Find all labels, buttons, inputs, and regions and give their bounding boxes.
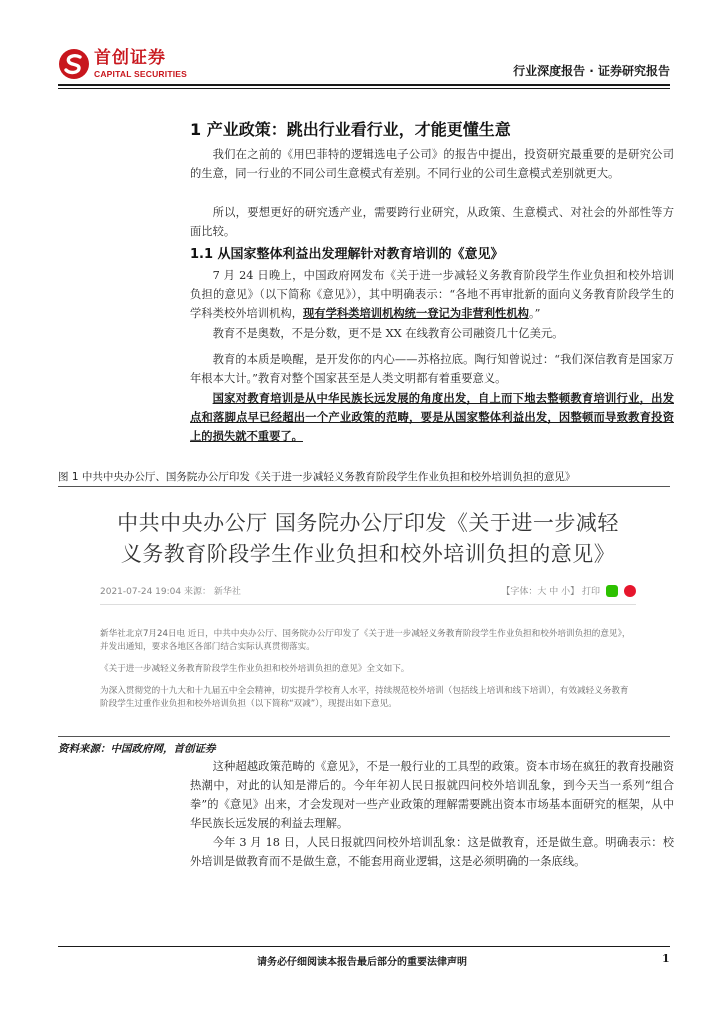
paragraph: 这种超越政策范畴的《意见》，不是一般行业的工具型的政策。资本市场在疯狂的教育投融资热潮中，对此的认知是滞后的。今年年初人民日报就四问校外培训乱象，到今天当一系列“组合拳”的《意见》出来，才会发现对一些产业政策的理解需要跳出资本市场基本面研究的框架，从中华民族长远发展的利益去理解。 (190, 760, 674, 830)
figure-article-meta (100, 584, 636, 600)
figure-meta-divider (100, 604, 636, 605)
header-divider-thin (58, 88, 670, 89)
paragraph: 今年 3 月 18 日，人民日报就四问校外培训乱象：这是做教育，还是做生意。明确表示：校外培训是做教育而不是做生意，不能套用商业逻辑，这是必须明确的一条底线。 (190, 836, 674, 868)
figure-article-body (100, 628, 636, 720)
figure-source: 资料来源：中国政府网，首创证券 (58, 743, 216, 755)
paragraph-emphasis: 国家对教育培训是从中华民族长远发展的角度出发，自上而下地去整顿教育培训行业，出发点和落脚点早已经超出一个产业政策的范畴，要是从国家整体利益出发，因整顿而导致教育投资上的损失就不重要了。 (190, 391, 674, 443)
paragraph: 所以，要想更好的研究透产业，需要跨行业研究，从政策、生意模式、对社会的外部性等方面比较。 (190, 206, 674, 238)
wechat-icon (606, 585, 618, 597)
report-type-label: 行业深度报告 · 证券研究报告 (513, 64, 670, 78)
figure-font-controls: 【字体：大 中 小】 打印 (501, 587, 600, 597)
subsection-heading: 1.1 从国家整体利益出发理解针对教育培训的《意见》 (190, 247, 504, 262)
paragraph: 我们在之前的《用巴菲特的逻辑选电子公司》的报告中提出，投资研究最重要的是研究公司的生意，同一行业的不同公司生意模式有差别。不同行业的公司生意模式差别就更大。 (190, 148, 674, 180)
paragraph: 教育的本质是唤醒，是开发你的内心——苏格拉底。陶行知曾说过：“我们深信教育是国家万年根本大计。”教育对整个国家甚至是人类文明都有着重要意义。 (190, 353, 674, 385)
figure-headline-line: 中共中央办公厅 国务院办公厅印发《关于进一步减轻 (117, 511, 619, 535)
figure-top-rule (58, 486, 670, 487)
figure-headline-line: 义务教育阶段学生作业负担和校外培训负担的意见》 (120, 542, 616, 566)
figure-body-paragraph: 《关于进一步减轻义务教育阶段学生作业负担和校外培训负担的意见》全文如下。 (100, 664, 410, 674)
weibo-icon (624, 585, 636, 597)
footer-divider (58, 946, 670, 947)
figure-screenshot (88, 492, 648, 734)
page-header (58, 44, 670, 84)
paragraph: 7 月 24 日晚上，中国政府网发布《关于进一步减轻义务教育阶段学生作业负担和校外培训负担的意见》（以下简称《意见》），其中明确表示：“各地不再审批新的面向义务教育阶段学生的学科类校外培训机构，现有学科类培训机构统一登记为非营利性机构。” (190, 269, 674, 320)
underlined-emphasis: 现有学科类培训机构统一登记为非营利性机构 (302, 306, 529, 320)
page-number: 1 (662, 952, 670, 965)
company-logo (58, 48, 187, 80)
figure-body-paragraph: 为深入贯彻党的十九大和十九届五中全会精神，切实提升学校育人水平，持续规范校外培训（包括线上培训和线下培训），有效减轻义务教育阶段学生过重作业负担和校外培训负担（以下简称“双减”），现提出如下意见。 (100, 686, 629, 709)
figure-caption: 图 1 中共中央办公厅、国务院办公厅印发《关于进一步减轻义务教育阶段学生作业负担和校外培训负担的意见》 (58, 471, 576, 483)
figure-headline (88, 508, 648, 570)
logo-chinese-name: 首创证券 (94, 47, 166, 68)
logo-mark-icon (58, 48, 90, 80)
legal-disclaimer: 请务必仔细阅读本报告最后部分的重要法律声明 (257, 957, 467, 968)
figure-date-source: 2021-07-24 19:04 来源： 新华社 (100, 587, 241, 597)
logo-english-name: CAPITAL SECURITIES (94, 68, 188, 79)
figure-bottom-rule (58, 736, 670, 737)
paragraph: 教育不是奥数，不是分数，更不是 XX 在线教育公司融资几十亿美元。 (212, 327, 564, 340)
header-divider (58, 84, 670, 86)
figure-body-paragraph: 新华社北京7月24日电 近日，中共中央办公厅、国务院办公厅印发了《关于进一步减轻义务教育阶段学生作业负担和校外培训负担的意见》，并发出通知，要求各地区各部门结合实际认真贯彻落实。 (100, 629, 631, 652)
section-heading: 1 产业政策：跳出行业看行业，才能更懂生意 (190, 120, 511, 139)
